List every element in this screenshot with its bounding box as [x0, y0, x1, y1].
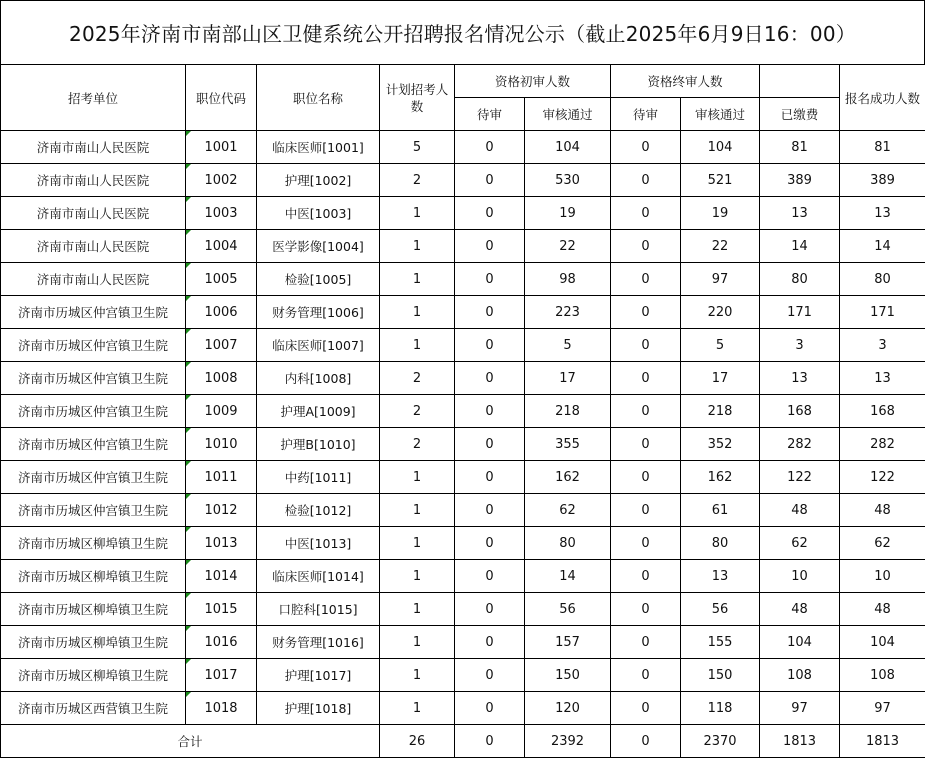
- code-text: 1005: [204, 271, 238, 287]
- cell-position: 护理B[1010]: [257, 428, 380, 461]
- header-final-review: 资格终审人数: [611, 65, 760, 98]
- total-row: [1, 725, 925, 758]
- table-row: [1, 263, 925, 296]
- cell-unit: 济南市历城区柳埠镇卫生院: [1, 659, 186, 692]
- cell-code: [186, 560, 257, 593]
- cell-initial-pending: 0: [455, 263, 525, 296]
- cell-plan: 1: [380, 461, 455, 494]
- cell-position: 医学影像[1004]: [257, 230, 380, 263]
- cell-success: 14: [840, 230, 925, 263]
- cell-initial-pending: 0: [455, 230, 525, 263]
- cell-initial-approved: 104: [525, 131, 611, 164]
- total-plan: 26: [380, 725, 455, 758]
- cell-final-pending: 0: [611, 197, 681, 230]
- table-row: [1, 461, 925, 494]
- cell-position: 临床医师[1001]: [257, 131, 380, 164]
- cell-marker-icon: [186, 131, 191, 136]
- cell-initial-approved: 14: [525, 560, 611, 593]
- cell-paid: 122: [760, 461, 840, 494]
- cell-initial-pending: 0: [455, 593, 525, 626]
- cell-marker-icon: [186, 263, 191, 268]
- cell-paid: 3: [760, 329, 840, 362]
- cell-initial-pending: 0: [455, 395, 525, 428]
- cell-unit: 济南市历城区仲宫镇卫生院: [1, 428, 186, 461]
- cell-unit: 济南市南山人民医院: [1, 263, 186, 296]
- code-text: 1009: [204, 403, 238, 419]
- cell-position: 财务管理[1016]: [257, 626, 380, 659]
- cell-initial-pending: 0: [455, 362, 525, 395]
- cell-code: [186, 593, 257, 626]
- cell-success: 97: [840, 692, 925, 725]
- cell-initial-approved: 98: [525, 263, 611, 296]
- cell-paid: 171: [760, 296, 840, 329]
- header-initial-pending: 待审: [455, 98, 525, 131]
- header-success: 报名成功人数: [840, 65, 925, 131]
- cell-initial-pending: 0: [455, 428, 525, 461]
- cell-marker-icon: [186, 527, 191, 532]
- cell-success: 62: [840, 527, 925, 560]
- cell-marker-icon: [186, 560, 191, 565]
- cell-plan: 1: [380, 263, 455, 296]
- cell-marker-icon: [186, 362, 191, 367]
- header-initial-review: 资格初审人数: [455, 65, 611, 98]
- cell-unit: 济南市历城区仲宫镇卫生院: [1, 296, 186, 329]
- cell-final-pending: 0: [611, 461, 681, 494]
- cell-position: 护理[1017]: [257, 659, 380, 692]
- registration-table: [0, 64, 925, 758]
- cell-initial-approved: 5: [525, 329, 611, 362]
- cell-final-pending: 0: [611, 395, 681, 428]
- cell-success: 13: [840, 362, 925, 395]
- cell-paid: 48: [760, 593, 840, 626]
- cell-initial-pending: 0: [455, 296, 525, 329]
- cell-code: [186, 230, 257, 263]
- cell-final-pending: 0: [611, 626, 681, 659]
- cell-code: [186, 296, 257, 329]
- cell-position: 内科[1008]: [257, 362, 380, 395]
- code-text: 1011: [204, 469, 238, 485]
- cell-marker-icon: [186, 593, 191, 598]
- cell-plan: 2: [380, 164, 455, 197]
- cell-initial-approved: 530: [525, 164, 611, 197]
- cell-marker-icon: [186, 197, 191, 202]
- code-text: 1008: [204, 370, 238, 386]
- cell-paid: 13: [760, 362, 840, 395]
- cell-final-approved: 118: [681, 692, 760, 725]
- cell-final-pending: 0: [611, 560, 681, 593]
- cell-initial-pending: 0: [455, 164, 525, 197]
- cell-plan: 1: [380, 560, 455, 593]
- cell-final-pending: 0: [611, 593, 681, 626]
- cell-initial-approved: 355: [525, 428, 611, 461]
- cell-plan: 1: [380, 329, 455, 362]
- cell-marker-icon: [186, 428, 191, 433]
- cell-initial-approved: 19: [525, 197, 611, 230]
- cell-plan: 1: [380, 494, 455, 527]
- cell-unit: 济南市历城区仲宫镇卫生院: [1, 461, 186, 494]
- cell-unit: 济南市历城区柳埠镇卫生院: [1, 527, 186, 560]
- table-row: [1, 527, 925, 560]
- table-row: [1, 131, 925, 164]
- table-row: [1, 428, 925, 461]
- table-row: [1, 494, 925, 527]
- cell-paid: 48: [760, 494, 840, 527]
- header-initial-approved: 审核通过: [525, 98, 611, 131]
- cell-success: 10: [840, 560, 925, 593]
- cell-marker-icon: [186, 461, 191, 466]
- cell-final-pending: 0: [611, 131, 681, 164]
- cell-plan: 1: [380, 527, 455, 560]
- cell-plan: 5: [380, 131, 455, 164]
- cell-code: [186, 362, 257, 395]
- cell-final-approved: 19: [681, 197, 760, 230]
- cell-plan: 1: [380, 626, 455, 659]
- cell-position: 财务管理[1006]: [257, 296, 380, 329]
- total-paid: 1813: [760, 725, 840, 758]
- cell-initial-approved: 223: [525, 296, 611, 329]
- cell-initial-approved: 150: [525, 659, 611, 692]
- cell-unit: 济南市历城区西营镇卫生院: [1, 692, 186, 725]
- code-text: 1004: [204, 238, 238, 254]
- cell-paid: 97: [760, 692, 840, 725]
- table-row: [1, 593, 925, 626]
- cell-paid: 168: [760, 395, 840, 428]
- cell-plan: 2: [380, 428, 455, 461]
- header-position: 职位名称: [257, 65, 380, 131]
- cell-success: 3: [840, 329, 925, 362]
- cell-plan: 1: [380, 692, 455, 725]
- cell-final-pending: 0: [611, 263, 681, 296]
- code-text: 1010: [204, 436, 238, 452]
- cell-code: [186, 692, 257, 725]
- cell-initial-approved: 218: [525, 395, 611, 428]
- cell-code: [186, 461, 257, 494]
- cell-marker-icon: [186, 329, 191, 334]
- cell-final-pending: 0: [611, 362, 681, 395]
- cell-unit: 济南市南山人民医院: [1, 131, 186, 164]
- cell-position: 中医[1003]: [257, 197, 380, 230]
- cell-initial-approved: 80: [525, 527, 611, 560]
- table-body: [1, 131, 925, 725]
- code-text: 1013: [204, 535, 238, 551]
- code-text: 1007: [204, 337, 238, 353]
- cell-marker-icon: [186, 296, 191, 301]
- cell-final-pending: 0: [611, 527, 681, 560]
- cell-position: 临床医师[1007]: [257, 329, 380, 362]
- cell-initial-pending: 0: [455, 659, 525, 692]
- table-row: [1, 362, 925, 395]
- cell-success: 168: [840, 395, 925, 428]
- header-final-pending: 待审: [611, 98, 681, 131]
- cell-marker-icon: [186, 164, 191, 169]
- cell-code: [186, 329, 257, 362]
- cell-initial-approved: 120: [525, 692, 611, 725]
- cell-final-approved: 17: [681, 362, 760, 395]
- cell-position: 护理[1018]: [257, 692, 380, 725]
- header-paid: 已缴费: [760, 98, 840, 131]
- table-row: [1, 659, 925, 692]
- cell-initial-approved: 17: [525, 362, 611, 395]
- cell-final-approved: 162: [681, 461, 760, 494]
- table-row: [1, 230, 925, 263]
- cell-unit: 济南市历城区仲宫镇卫生院: [1, 329, 186, 362]
- header-paid-blank: [760, 65, 840, 98]
- cell-marker-icon: [186, 626, 191, 631]
- header-unit: 招考单位: [1, 65, 186, 131]
- cell-final-approved: 22: [681, 230, 760, 263]
- cell-final-approved: 104: [681, 131, 760, 164]
- cell-paid: 282: [760, 428, 840, 461]
- cell-plan: 1: [380, 230, 455, 263]
- cell-unit: 济南市南山人民医院: [1, 230, 186, 263]
- cell-paid: 10: [760, 560, 840, 593]
- code-text: 1002: [204, 172, 238, 188]
- cell-final-approved: 220: [681, 296, 760, 329]
- total-final-pending: 0: [611, 725, 681, 758]
- cell-initial-pending: 0: [455, 560, 525, 593]
- cell-paid: 108: [760, 659, 840, 692]
- cell-success: 282: [840, 428, 925, 461]
- cell-final-pending: 0: [611, 296, 681, 329]
- cell-code: [186, 164, 257, 197]
- cell-code: [186, 131, 257, 164]
- cell-initial-approved: 157: [525, 626, 611, 659]
- cell-position: 检验[1005]: [257, 263, 380, 296]
- cell-position: 中药[1011]: [257, 461, 380, 494]
- cell-final-pending: 0: [611, 494, 681, 527]
- cell-code: [186, 626, 257, 659]
- cell-final-approved: 150: [681, 659, 760, 692]
- table-row: [1, 197, 925, 230]
- cell-final-approved: 5: [681, 329, 760, 362]
- cell-unit: 济南市历城区仲宫镇卫生院: [1, 494, 186, 527]
- table-row: [1, 626, 925, 659]
- total-initial-approved: 2392: [525, 725, 611, 758]
- cell-marker-icon: [186, 395, 191, 400]
- cell-initial-pending: 0: [455, 131, 525, 164]
- cell-paid: 80: [760, 263, 840, 296]
- cell-final-pending: 0: [611, 428, 681, 461]
- cell-initial-pending: 0: [455, 494, 525, 527]
- cell-paid: 81: [760, 131, 840, 164]
- cell-success: 108: [840, 659, 925, 692]
- cell-plan: 1: [380, 197, 455, 230]
- total-label: 合计: [1, 725, 380, 758]
- cell-code: [186, 197, 257, 230]
- cell-initial-pending: 0: [455, 692, 525, 725]
- cell-position: 护理[1002]: [257, 164, 380, 197]
- cell-initial-approved: 22: [525, 230, 611, 263]
- cell-plan: 1: [380, 296, 455, 329]
- cell-success: 122: [840, 461, 925, 494]
- table-row: [1, 164, 925, 197]
- cell-paid: 104: [760, 626, 840, 659]
- cell-code: [186, 527, 257, 560]
- cell-initial-pending: 0: [455, 527, 525, 560]
- cell-final-pending: 0: [611, 329, 681, 362]
- cell-paid: 62: [760, 527, 840, 560]
- cell-unit: 济南市历城区仲宫镇卫生院: [1, 362, 186, 395]
- cell-initial-approved: 62: [525, 494, 611, 527]
- cell-final-approved: 61: [681, 494, 760, 527]
- cell-unit: 济南市南山人民医院: [1, 164, 186, 197]
- cell-unit: 济南市历城区仲宫镇卫生院: [1, 395, 186, 428]
- cell-code: [186, 494, 257, 527]
- cell-initial-pending: 0: [455, 329, 525, 362]
- cell-final-approved: 97: [681, 263, 760, 296]
- cell-success: 80: [840, 263, 925, 296]
- cell-plan: 1: [380, 593, 455, 626]
- cell-unit: 济南市南山人民医院: [1, 197, 186, 230]
- cell-success: 171: [840, 296, 925, 329]
- cell-initial-approved: 56: [525, 593, 611, 626]
- cell-initial-pending: 0: [455, 626, 525, 659]
- cell-position: 检验[1012]: [257, 494, 380, 527]
- cell-marker-icon: [186, 659, 191, 664]
- cell-unit: 济南市历城区柳埠镇卫生院: [1, 626, 186, 659]
- cell-plan: 2: [380, 362, 455, 395]
- cell-success: 48: [840, 494, 925, 527]
- cell-final-approved: 352: [681, 428, 760, 461]
- code-text: 1017: [204, 667, 238, 683]
- cell-success: 81: [840, 131, 925, 164]
- header-plan: 计划招考人数: [380, 65, 455, 131]
- document-title: 2025年济南市南部山区卫健系统公开招聘报名情况公示（截止2025年6月9日16：00）: [0, 0, 925, 64]
- cell-final-pending: 0: [611, 164, 681, 197]
- table-row: [1, 692, 925, 725]
- cell-position: 口腔科[1015]: [257, 593, 380, 626]
- cell-final-pending: 0: [611, 659, 681, 692]
- cell-initial-pending: 0: [455, 197, 525, 230]
- cell-success: 104: [840, 626, 925, 659]
- cell-code: [186, 659, 257, 692]
- table-row: [1, 296, 925, 329]
- cell-final-approved: 521: [681, 164, 760, 197]
- cell-plan: 2: [380, 395, 455, 428]
- cell-code: [186, 395, 257, 428]
- cell-marker-icon: [186, 692, 191, 697]
- cell-position: 临床医师[1014]: [257, 560, 380, 593]
- cell-success: 48: [840, 593, 925, 626]
- code-text: 1006: [204, 304, 238, 320]
- code-text: 1015: [204, 601, 238, 617]
- cell-marker-icon: [186, 230, 191, 235]
- cell-plan: 1: [380, 659, 455, 692]
- code-text: 1003: [204, 205, 238, 221]
- code-text: 1016: [204, 634, 238, 650]
- total-success: 1813: [840, 725, 925, 758]
- cell-marker-icon: [186, 494, 191, 499]
- header-code: 职位代码: [186, 65, 257, 131]
- code-text: 1018: [204, 700, 238, 716]
- cell-unit: 济南市历城区柳埠镇卫生院: [1, 560, 186, 593]
- cell-code: [186, 263, 257, 296]
- cell-paid: 13: [760, 197, 840, 230]
- cell-final-approved: 155: [681, 626, 760, 659]
- header-final-approved: 审核通过: [681, 98, 760, 131]
- cell-initial-pending: 0: [455, 461, 525, 494]
- cell-paid: 389: [760, 164, 840, 197]
- cell-position: 中医[1013]: [257, 527, 380, 560]
- code-text: 1001: [204, 139, 238, 155]
- cell-position: 护理A[1009]: [257, 395, 380, 428]
- total-initial-pending: 0: [455, 725, 525, 758]
- total-final-approved: 2370: [681, 725, 760, 758]
- cell-final-approved: 218: [681, 395, 760, 428]
- table-row: [1, 560, 925, 593]
- code-text: 1012: [204, 502, 238, 518]
- cell-unit: 济南市历城区柳埠镇卫生院: [1, 593, 186, 626]
- cell-final-approved: 80: [681, 527, 760, 560]
- cell-final-pending: 0: [611, 692, 681, 725]
- cell-paid: 14: [760, 230, 840, 263]
- cell-final-approved: 13: [681, 560, 760, 593]
- cell-final-pending: 0: [611, 230, 681, 263]
- cell-final-approved: 56: [681, 593, 760, 626]
- cell-initial-approved: 162: [525, 461, 611, 494]
- table-row: [1, 329, 925, 362]
- code-text: 1014: [204, 568, 238, 584]
- table-row: [1, 395, 925, 428]
- cell-success: 389: [840, 164, 925, 197]
- cell-success: 13: [840, 197, 925, 230]
- cell-code: [186, 428, 257, 461]
